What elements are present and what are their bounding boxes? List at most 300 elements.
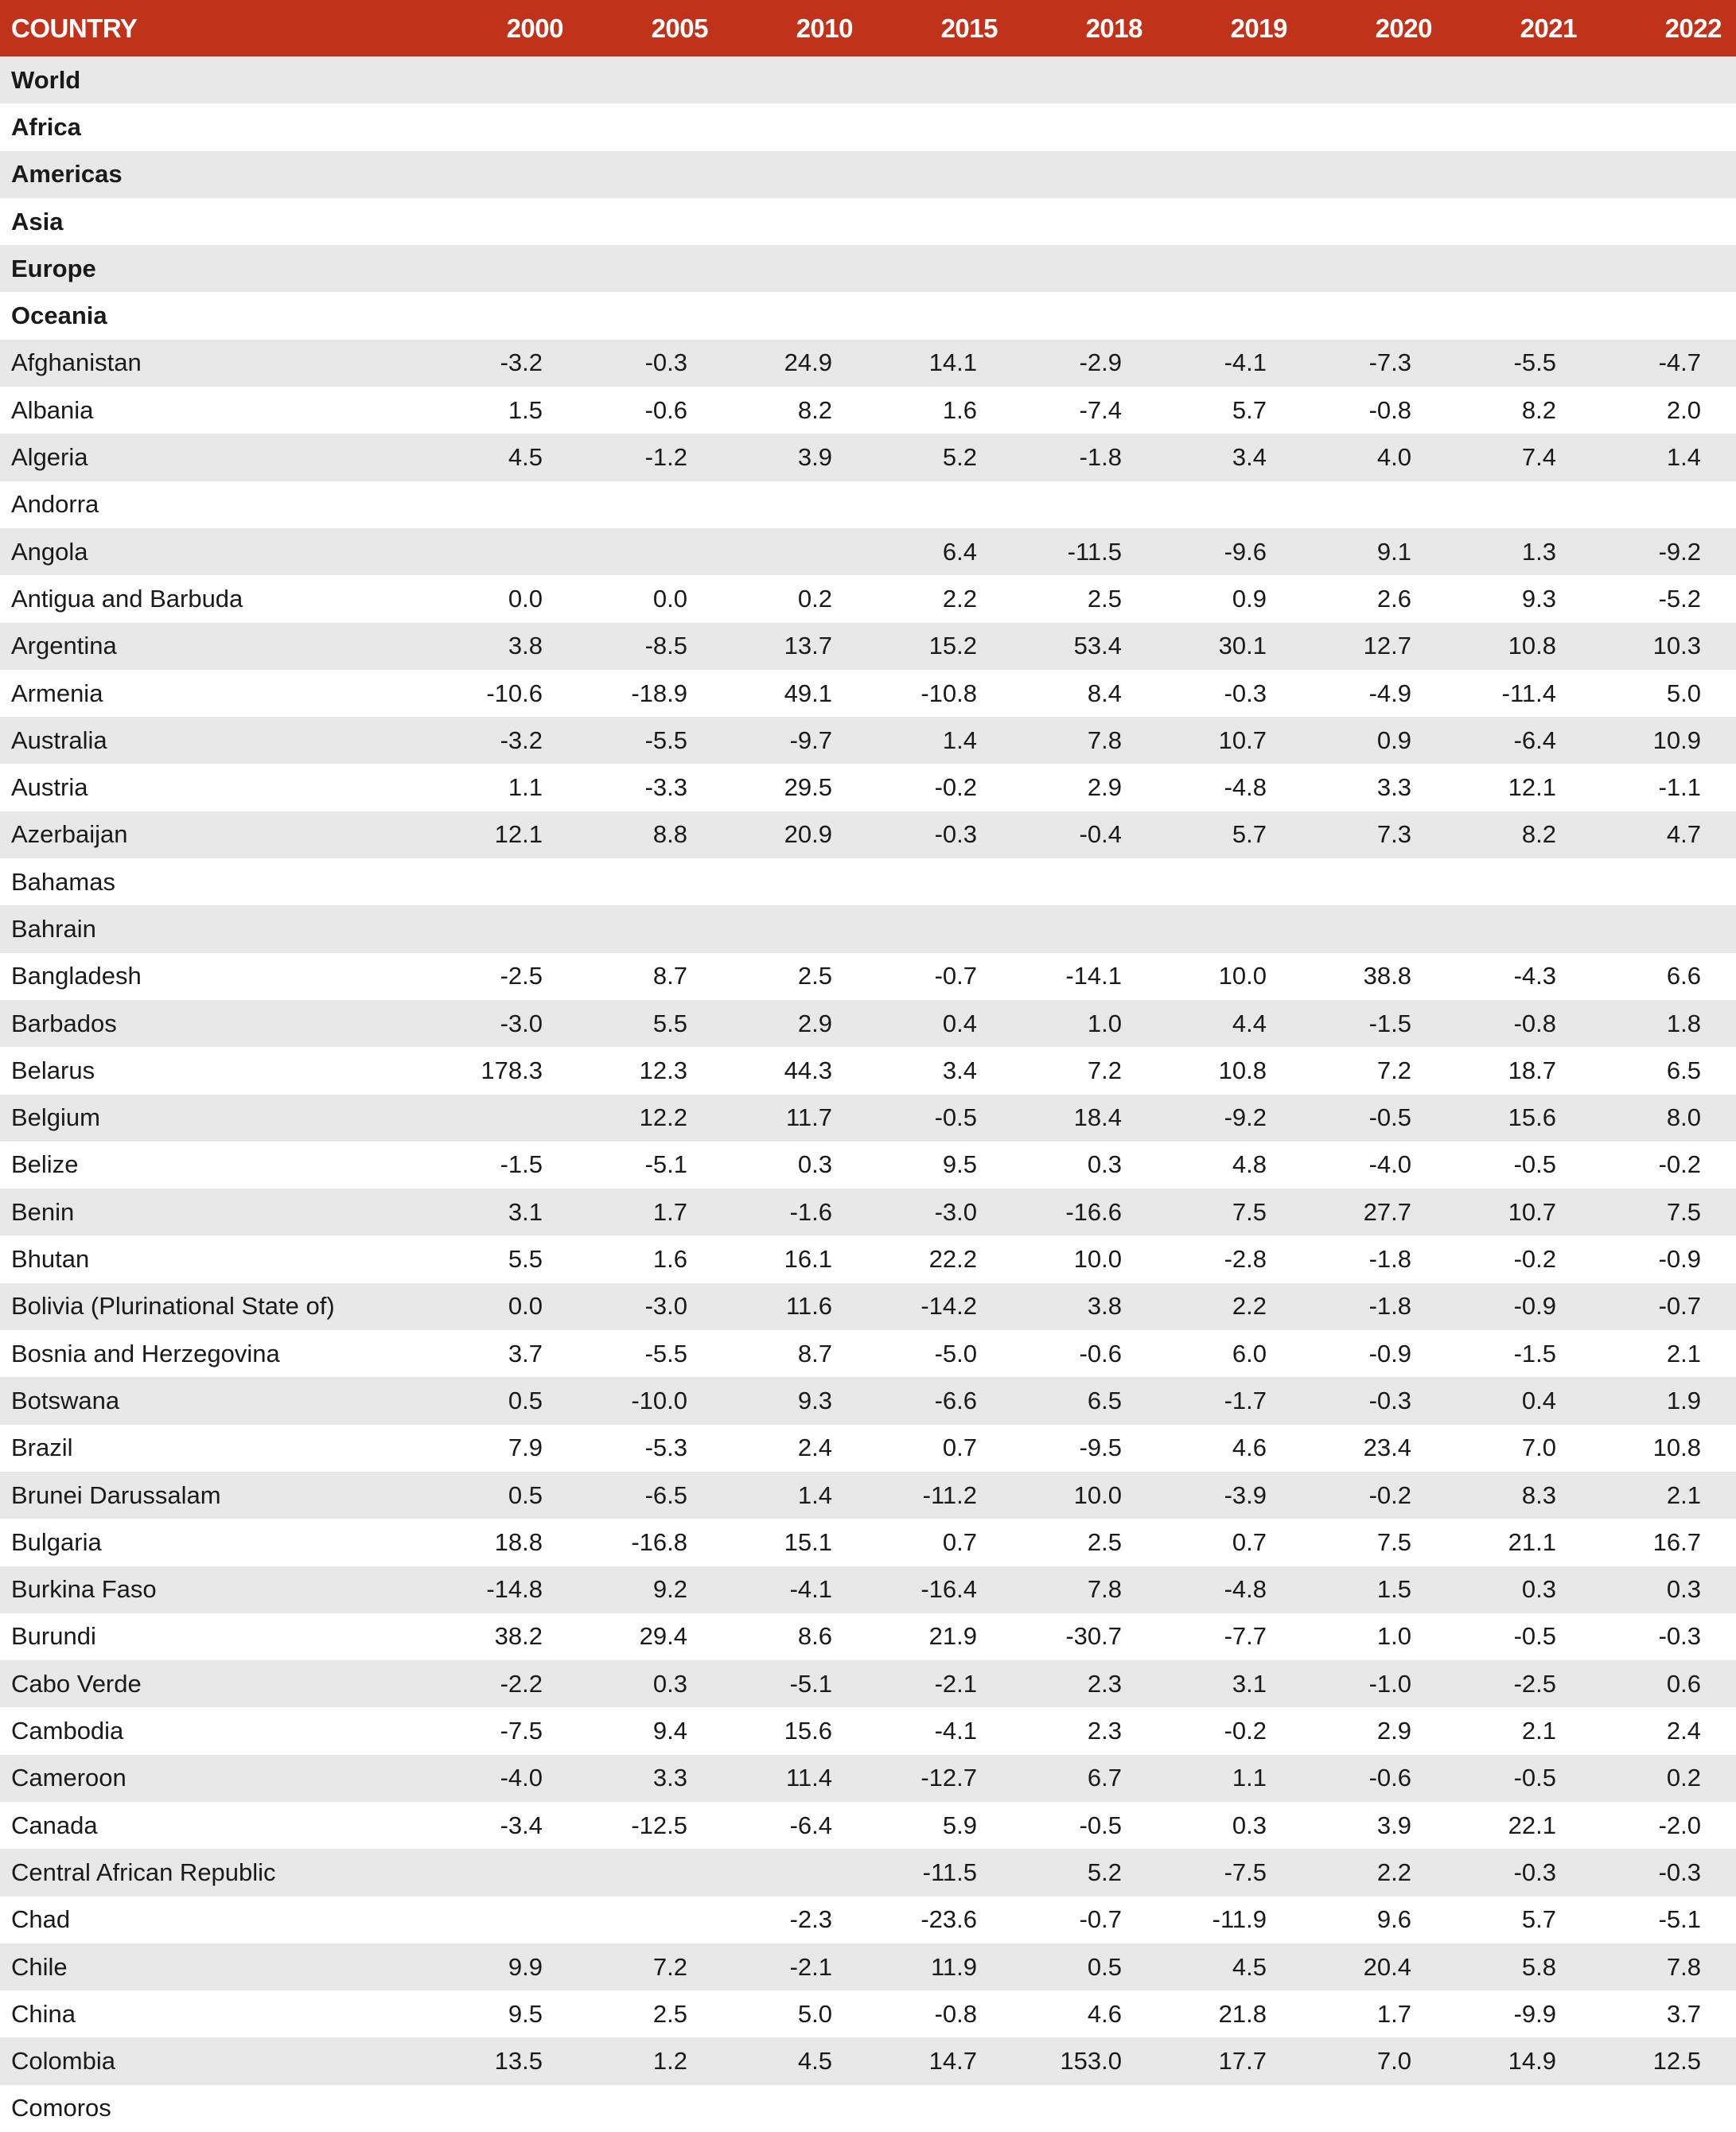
value-cell: -11.5 <box>922 1858 977 1886</box>
country-name: Albania <box>11 395 94 424</box>
value-cell: -0.3 <box>934 820 977 849</box>
value-cell <box>722 858 867 905</box>
value-cell: -4.7 <box>1658 348 1701 377</box>
value-cell: 4.4 <box>1232 1009 1267 1037</box>
value-cell: 10.0 <box>1218 962 1267 990</box>
country-name: Barbados <box>11 1009 117 1037</box>
value-cell: -18.9 <box>631 679 687 707</box>
country-name: Bolivia (Plurinational State of) <box>11 1292 335 1321</box>
country-name: Asia <box>11 207 64 235</box>
value-cell: 5.2 <box>942 443 977 472</box>
value-cell <box>1446 292 1591 339</box>
value-cell: -4.0 <box>1368 1150 1411 1179</box>
table-row <box>0 1755 1736 1802</box>
value-cell: -3.2 <box>500 726 543 754</box>
country-name: Canada <box>11 1811 98 1839</box>
region-row <box>0 151 1736 198</box>
value-cell: -5.1 <box>644 1150 687 1179</box>
table-row <box>0 1377 1736 1424</box>
value-cell: -9.2 <box>1658 537 1701 566</box>
value-cell: 4.6 <box>1232 1434 1267 1462</box>
value-cell: -0.7 <box>1658 1292 1701 1321</box>
value-cell: -5.0 <box>934 1339 977 1368</box>
region-row <box>0 56 1736 103</box>
value-cell: 10.8 <box>1218 1056 1267 1084</box>
value-cell: -16.4 <box>921 1575 977 1604</box>
value-cell: -14.2 <box>921 1292 977 1321</box>
value-cell: 14.9 <box>1508 2047 1556 2076</box>
value-cell: 18.4 <box>1073 1103 1122 1132</box>
value-cell: -9.6 <box>1224 537 1267 566</box>
value-cell: 0.0 <box>652 584 687 613</box>
value-cell <box>430 481 578 528</box>
country-name: Bangladesh <box>11 962 142 990</box>
value-cell: -2.5 <box>1513 1669 1556 1698</box>
value-cell <box>1157 292 1302 339</box>
country-name: Burkina Faso <box>11 1575 157 1604</box>
value-cell: -3.0 <box>500 1009 543 1037</box>
value-cell: 9.4 <box>652 1717 687 1745</box>
value-cell <box>722 1849 867 1896</box>
value-cell: 3.8 <box>508 632 543 660</box>
table-row <box>0 623 1736 670</box>
value-cell: 1.1 <box>508 773 543 802</box>
value-cell: -16.8 <box>631 1527 687 1556</box>
value-cell: -7.7 <box>1224 1622 1267 1651</box>
value-cell: -0.3 <box>1658 1858 1701 1886</box>
header-year: 2010 <box>796 13 853 43</box>
value-cell <box>1302 103 1446 150</box>
header-year: 2021 <box>1520 13 1577 43</box>
value-cell: -0.2 <box>1368 1480 1411 1509</box>
value-cell <box>578 245 722 292</box>
table-row <box>0 340 1736 387</box>
table-row <box>0 1707 1736 1754</box>
value-cell: 14.7 <box>928 2047 977 2076</box>
value-cell: 1.0 <box>1087 1009 1122 1037</box>
value-cell: 1.9 <box>1666 1386 1701 1414</box>
value-cell <box>722 292 867 339</box>
value-cell: 1.7 <box>1376 1999 1411 2028</box>
table-row <box>0 1000 1736 1047</box>
value-cell: -0.9 <box>1658 1245 1701 1274</box>
value-cell <box>867 2085 1012 2132</box>
value-cell: 0.7 <box>942 1527 977 1556</box>
value-cell <box>1302 481 1446 528</box>
value-cell: 3.1 <box>1232 1669 1267 1698</box>
value-cell: -5.5 <box>1513 348 1556 377</box>
value-cell <box>1012 292 1157 339</box>
country-name: Andorra <box>11 490 99 519</box>
value-cell: -0.8 <box>1368 395 1411 424</box>
value-cell: 6.6 <box>1666 962 1701 990</box>
header-year: 2020 <box>1375 13 1432 43</box>
value-cell: -5.2 <box>1658 584 1701 613</box>
value-cell: 2.9 <box>1087 773 1122 802</box>
value-cell: -9.9 <box>1513 1999 1556 2028</box>
table-row <box>0 1943 1736 1990</box>
value-cell <box>722 245 867 292</box>
value-cell <box>1591 858 1736 905</box>
value-cell: 12.3 <box>639 1056 687 1084</box>
value-cell: 21.8 <box>1218 1999 1267 2028</box>
value-cell <box>867 151 1012 198</box>
value-cell: 9.3 <box>797 1386 832 1414</box>
country-name: Europe <box>11 254 96 282</box>
value-cell <box>578 905 722 952</box>
value-cell: -2.1 <box>934 1669 977 1698</box>
value-cell: 8.2 <box>1521 395 1556 424</box>
value-cell: 7.8 <box>1087 726 1122 754</box>
table-row <box>0 858 1736 905</box>
value-cell: 0.7 <box>942 1434 977 1462</box>
table-row <box>0 670 1736 717</box>
value-cell: 5.0 <box>1666 679 1701 707</box>
value-cell: -5.3 <box>644 1434 687 1462</box>
value-cell: -0.2 <box>1658 1150 1701 1179</box>
value-cell: -1.0 <box>1368 1669 1411 1698</box>
value-cell <box>1012 103 1157 150</box>
country-name: Belize <box>11 1150 79 1179</box>
value-cell: -23.6 <box>921 1905 977 1934</box>
value-cell <box>1446 245 1591 292</box>
table-row <box>0 2085 1736 2132</box>
table-row <box>0 1660 1736 1707</box>
value-cell: 2.9 <box>797 1009 832 1037</box>
value-cell <box>578 481 722 528</box>
value-cell: 38.2 <box>494 1622 543 1651</box>
value-cell: 6.5 <box>1666 1056 1701 1084</box>
value-cell: -0.5 <box>1513 1150 1556 1179</box>
value-cell: -6.4 <box>1513 726 1556 754</box>
value-cell: 2.1 <box>1666 1339 1701 1368</box>
value-cell <box>578 1897 722 1943</box>
country-name: Burundi <box>11 1622 96 1651</box>
value-cell: 0.3 <box>1232 1811 1267 1839</box>
country-name: Bahrain <box>11 914 96 943</box>
table-row <box>0 1566 1736 1613</box>
value-cell: -9.5 <box>1079 1434 1122 1462</box>
value-cell <box>722 528 867 575</box>
value-cell <box>722 198 867 245</box>
country-name: Colombia <box>11 2047 115 2076</box>
value-cell: 11.9 <box>930 1952 977 1981</box>
value-cell: 7.3 <box>1376 820 1411 849</box>
value-cell: 3.8 <box>1087 1292 1122 1321</box>
header-year: 2022 <box>1664 13 1722 43</box>
value-cell: -10.0 <box>631 1386 687 1414</box>
table-body <box>0 56 1736 2132</box>
country-name: Cabo Verde <box>11 1669 142 1698</box>
value-cell: 8.0 <box>1666 1103 1701 1132</box>
table-row <box>0 764 1736 811</box>
value-cell: -0.7 <box>1079 1905 1122 1934</box>
value-cell <box>1591 56 1736 103</box>
value-cell: 13.7 <box>784 632 832 660</box>
value-cell: 0.2 <box>797 584 832 613</box>
value-cell <box>1591 103 1736 150</box>
value-cell: -0.5 <box>1079 1811 1122 1839</box>
header-year: 2019 <box>1230 13 1287 43</box>
country-name: Bahamas <box>11 867 115 896</box>
header-year: 2015 <box>940 13 998 43</box>
value-cell: 53.4 <box>1073 632 1122 660</box>
value-cell: -2.0 <box>1658 1811 1701 1839</box>
value-cell <box>1446 198 1591 245</box>
table-row <box>0 1849 1736 1896</box>
value-cell: 8.4 <box>1087 679 1122 707</box>
value-cell: 12.5 <box>1652 2047 1701 2076</box>
value-cell: 0.3 <box>1666 1575 1701 1604</box>
value-cell: -4.3 <box>1513 962 1556 990</box>
value-cell: -1.8 <box>1079 443 1122 472</box>
country-name: Belgium <box>11 1103 100 1132</box>
table-row <box>0 1425 1736 1472</box>
value-cell: -12.5 <box>631 1811 687 1839</box>
value-cell <box>867 481 1012 528</box>
value-cell <box>867 292 1012 339</box>
value-cell <box>1302 905 1446 952</box>
value-cell: 5.7 <box>1232 820 1267 849</box>
value-cell <box>578 1849 722 1896</box>
value-cell: 15.2 <box>928 632 977 660</box>
value-cell: -6.4 <box>789 1811 832 1839</box>
value-cell <box>1446 151 1591 198</box>
country-name: Brunei Darussalam <box>11 1480 221 1509</box>
value-cell: 2.2 <box>1232 1292 1267 1321</box>
value-cell: 10.3 <box>1652 632 1701 660</box>
value-cell: 0.4 <box>942 1009 977 1037</box>
value-cell: 7.5 <box>1232 1197 1267 1226</box>
value-cell: 16.7 <box>1652 1527 1701 1556</box>
value-cell: 6.7 <box>1087 1764 1122 1792</box>
value-cell: -0.9 <box>1513 1292 1556 1321</box>
value-cell: -11.9 <box>1212 1905 1267 1934</box>
value-cell: 3.7 <box>508 1339 543 1368</box>
value-cell: -0.3 <box>644 348 687 377</box>
value-cell <box>1012 151 1157 198</box>
value-cell: -10.6 <box>486 679 543 707</box>
value-cell: 12.7 <box>1363 632 1411 660</box>
country-name: Armenia <box>11 679 103 707</box>
value-cell: 5.7 <box>1521 1905 1556 1934</box>
table-row <box>0 1047 1736 1094</box>
value-cell: 22.2 <box>928 1245 977 1274</box>
value-cell: 178.3 <box>481 1056 543 1084</box>
value-cell: -1.2 <box>644 443 687 472</box>
table-row <box>0 1283 1736 1330</box>
value-cell <box>1157 2085 1302 2132</box>
table-row <box>0 1189 1736 1235</box>
country-name: Afghanistan <box>11 348 142 377</box>
value-cell: -14.1 <box>1065 962 1122 990</box>
value-cell <box>722 905 867 952</box>
value-cell: 7.2 <box>652 1952 687 1981</box>
value-cell: 7.5 <box>1376 1527 1411 1556</box>
value-cell <box>1157 198 1302 245</box>
country-name: Antigua and Barbuda <box>11 584 243 613</box>
value-cell: -0.2 <box>934 773 977 802</box>
header-year: 2005 <box>651 13 708 43</box>
value-cell: -5.5 <box>644 1339 687 1368</box>
value-cell <box>722 56 867 103</box>
value-cell: 8.2 <box>797 395 832 424</box>
value-cell <box>1157 481 1302 528</box>
value-cell: -1.8 <box>1368 1292 1411 1321</box>
table-row <box>0 434 1736 480</box>
value-cell <box>1591 2085 1736 2132</box>
table-row <box>0 717 1736 764</box>
value-cell <box>578 528 722 575</box>
value-cell: 18.7 <box>1508 1056 1556 1084</box>
value-cell: 21.9 <box>928 1622 977 1651</box>
value-cell <box>1591 481 1736 528</box>
value-cell: 1.4 <box>1666 443 1701 472</box>
value-cell: 10.8 <box>1652 1434 1701 1462</box>
value-cell: 15.6 <box>1508 1103 1556 1132</box>
table-header <box>0 0 1736 56</box>
value-cell: -11.5 <box>1067 537 1122 566</box>
region-row <box>0 198 1736 245</box>
value-cell: 5.7 <box>1232 395 1267 424</box>
value-cell: 5.2 <box>1087 1858 1122 1886</box>
value-cell <box>1012 858 1157 905</box>
value-cell: -2.5 <box>500 962 543 990</box>
value-cell: -5.1 <box>789 1669 832 1698</box>
country-name: Americas <box>11 160 123 189</box>
value-cell <box>1302 292 1446 339</box>
value-cell <box>578 858 722 905</box>
value-cell: 0.7 <box>1232 1527 1267 1556</box>
country-name: Comoros <box>11 2094 111 2122</box>
value-cell: 7.0 <box>1376 2047 1411 2076</box>
value-cell: 44.3 <box>784 1056 832 1084</box>
value-cell: 10.7 <box>1218 726 1267 754</box>
value-cell: -4.0 <box>500 1764 543 1792</box>
value-cell: 1.2 <box>652 2047 687 2076</box>
value-cell: 2.5 <box>797 962 832 990</box>
value-cell: 0.0 <box>508 1292 543 1321</box>
value-cell: 9.5 <box>942 1150 977 1179</box>
value-cell: 5.5 <box>652 1009 687 1037</box>
value-cell: 4.0 <box>1376 443 1411 472</box>
value-cell: 6.4 <box>942 537 977 566</box>
value-cell: -0.3 <box>1513 1858 1556 1886</box>
country-name: Botswana <box>11 1386 120 1414</box>
value-cell: -3.9 <box>1224 1480 1267 1509</box>
value-cell <box>867 245 1012 292</box>
value-cell: -0.3 <box>1658 1622 1701 1651</box>
value-cell <box>430 151 578 198</box>
value-cell: 1.8 <box>1666 1009 1701 1037</box>
country-name: Oceania <box>11 302 107 330</box>
value-cell <box>430 858 578 905</box>
value-cell: 8.2 <box>1521 820 1556 849</box>
value-cell <box>430 2085 578 2132</box>
value-cell: 2.1 <box>1666 1480 1701 1509</box>
value-cell <box>430 56 578 103</box>
value-cell: 7.0 <box>1521 1434 1556 1462</box>
value-cell: 1.0 <box>1376 1622 1411 1651</box>
value-cell: 22.1 <box>1508 1811 1556 1839</box>
country-name: Azerbaijan <box>11 820 128 849</box>
value-cell <box>1012 56 1157 103</box>
value-cell: -1.7 <box>1224 1386 1267 1414</box>
value-cell <box>430 528 578 575</box>
value-cell <box>430 245 578 292</box>
value-cell: 8.7 <box>797 1339 832 1368</box>
value-cell: -2.2 <box>500 1669 543 1698</box>
value-cell: -0.4 <box>1079 820 1122 849</box>
value-cell: 7.2 <box>1376 1056 1411 1084</box>
value-cell: 9.5 <box>508 1999 543 2028</box>
value-cell: 10.0 <box>1073 1245 1122 1274</box>
value-cell: -7.4 <box>1079 395 1122 424</box>
value-cell: -0.7 <box>934 962 977 990</box>
value-cell: 4.8 <box>1232 1150 1267 1179</box>
value-cell: 6.0 <box>1232 1339 1267 1368</box>
value-cell: 12.1 <box>1508 773 1556 802</box>
value-cell: 2.5 <box>1087 584 1122 613</box>
value-cell: -3.0 <box>644 1292 687 1321</box>
value-cell: 1.4 <box>797 1480 832 1509</box>
value-cell: 18.8 <box>494 1527 543 1556</box>
value-cell <box>578 151 722 198</box>
value-cell <box>1591 198 1736 245</box>
value-cell: -5.1 <box>1658 1905 1701 1934</box>
value-cell <box>430 103 578 150</box>
value-cell: -0.8 <box>1513 1009 1556 1037</box>
header-country: COUNTRY <box>11 13 138 43</box>
value-cell <box>1157 905 1302 952</box>
value-cell <box>578 103 722 150</box>
value-cell: -4.1 <box>789 1575 832 1604</box>
value-cell: 0.6 <box>1666 1669 1701 1698</box>
value-cell <box>867 198 1012 245</box>
value-cell: 0.2 <box>1666 1764 1701 1792</box>
value-cell: -7.5 <box>1224 1858 1267 1886</box>
country-name: Chad <box>11 1905 71 1934</box>
value-cell: -1.5 <box>1368 1009 1411 1037</box>
value-cell: 5.0 <box>797 1999 832 2028</box>
value-cell: 5.9 <box>942 1811 977 1839</box>
value-cell <box>867 103 1012 150</box>
value-cell <box>578 198 722 245</box>
value-cell: 20.9 <box>784 820 832 849</box>
value-cell <box>1302 198 1446 245</box>
value-cell <box>1446 905 1591 952</box>
value-cell: 7.2 <box>1087 1056 1122 1084</box>
value-cell: -1.5 <box>500 1150 543 1179</box>
table-row <box>0 575 1736 622</box>
table-row <box>0 1142 1736 1189</box>
value-cell: 16.1 <box>784 1245 832 1274</box>
value-cell: 23.4 <box>1363 1434 1411 1462</box>
value-cell: 14.1 <box>928 348 977 377</box>
value-cell: 29.5 <box>784 773 832 802</box>
value-cell: 8.7 <box>652 962 687 990</box>
country-name: Algeria <box>11 443 88 472</box>
value-cell <box>578 56 722 103</box>
value-cell: 1.5 <box>508 395 543 424</box>
value-cell <box>1446 103 1591 150</box>
value-cell: 0.9 <box>1376 726 1411 754</box>
value-cell <box>1446 481 1591 528</box>
value-cell <box>1302 245 1446 292</box>
value-cell: 8.6 <box>797 1622 832 1651</box>
value-cell: 8.8 <box>652 820 687 849</box>
value-cell: 30.1 <box>1218 632 1267 660</box>
